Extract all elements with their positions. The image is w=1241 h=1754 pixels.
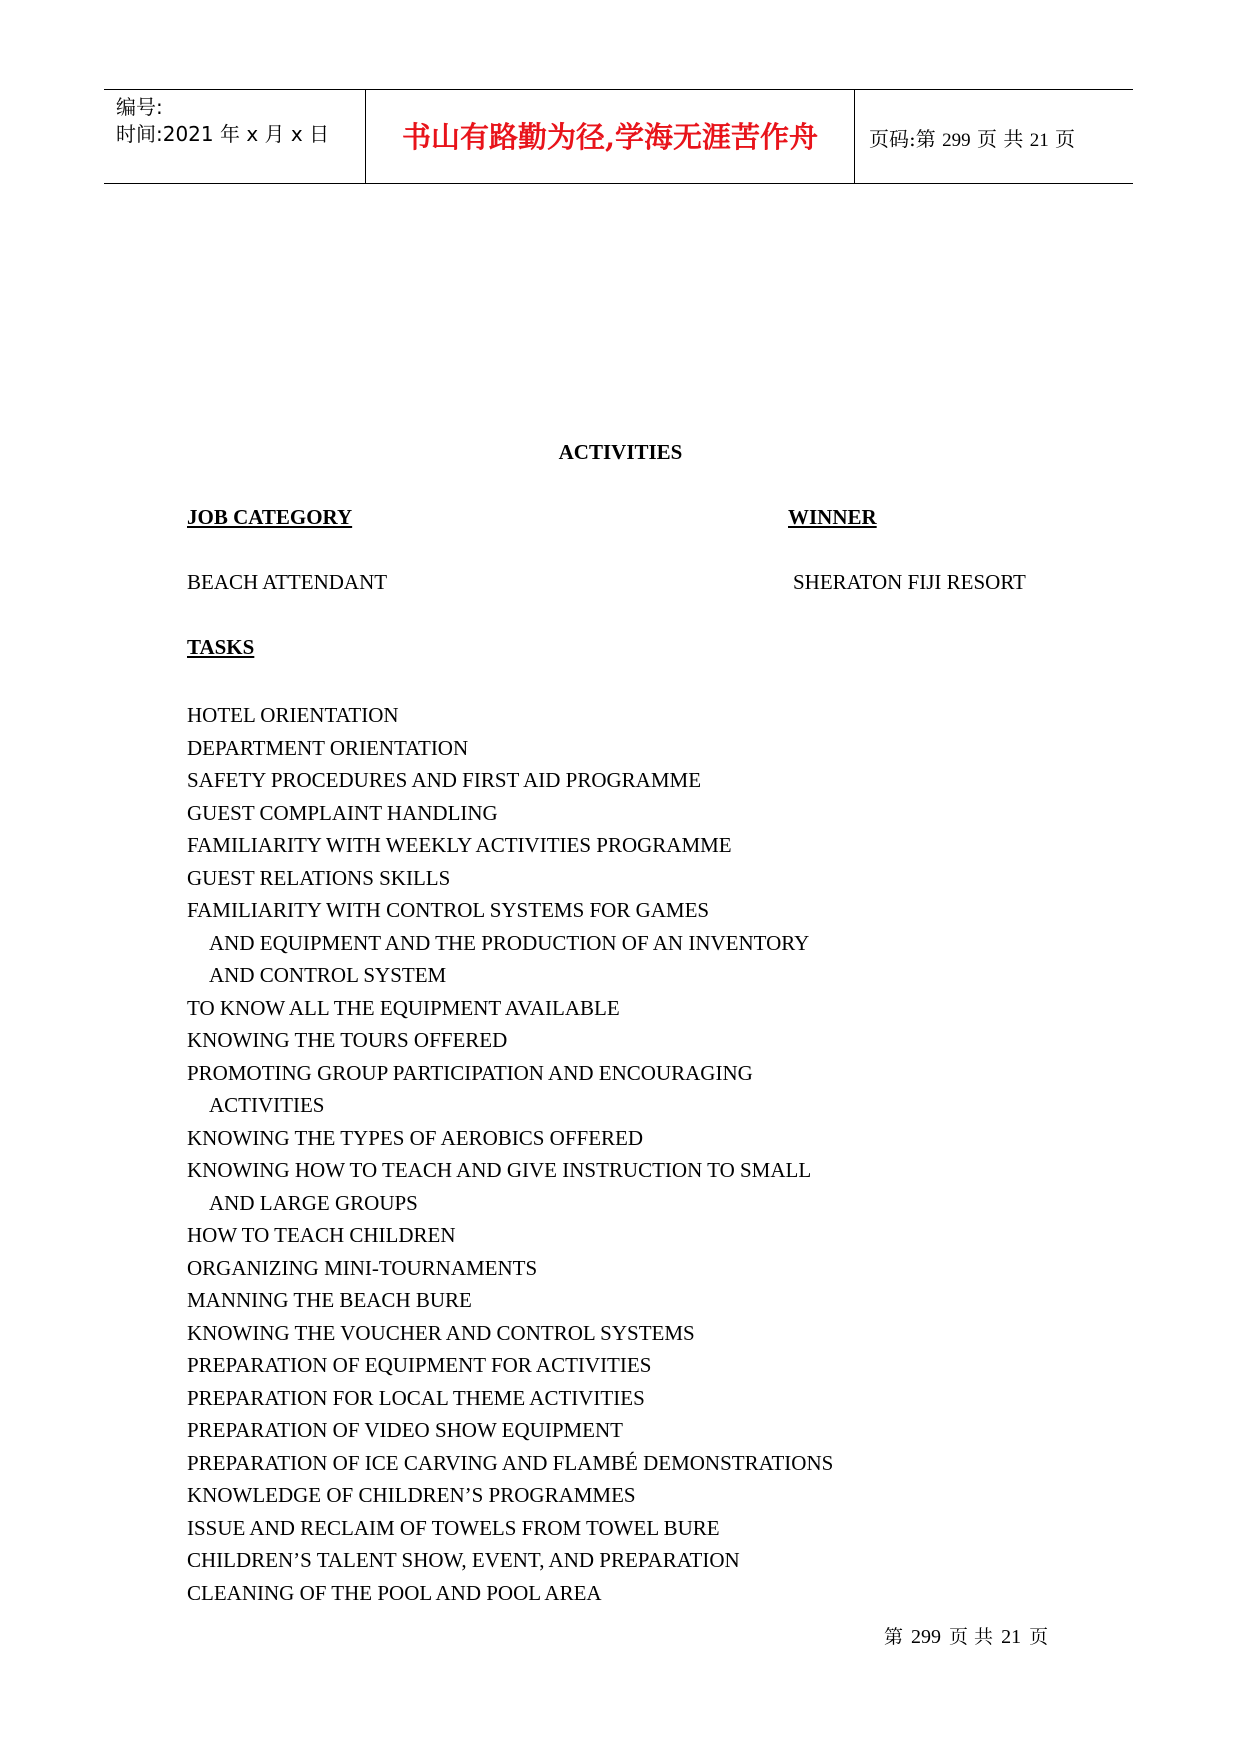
header-motto-cell <box>366 90 855 183</box>
task-item: CLEANING OF THE POOL AND POOL AREA <box>187 1580 602 1605</box>
task-item-continuation: AND CONTROL SYSTEM <box>209 963 447 987</box>
job-category-heading: JOB CATEGORY <box>187 505 353 529</box>
footer-suffix: 页 <box>1029 1626 1049 1648</box>
task-item: HOW TO TEACH CHILDREN <box>187 1223 456 1247</box>
task-item: CHILDREN’S TALENT SHOW, EVENT, AND PREPARATION <box>187 1548 740 1572</box>
header-page-number <box>869 123 1075 152</box>
task-item-continuation: AND EQUIPMENT AND THE PRODUCTION OF AN INVENTORY <box>209 930 810 955</box>
footer-page-current: 299 <box>911 1626 942 1648</box>
task-item: ISSUE AND RECLAIM OF TOWELS FROM TOWEL BURE <box>187 1515 720 1540</box>
task-item: PREPARATION OF EQUIPMENT FOR ACTIVITIES <box>187 1353 652 1377</box>
task-item: PROMOTING GROUP PARTICIPATION AND ENCOURAGING <box>187 1060 753 1085</box>
task-item: TO KNOW ALL THE EQUIPMENT AVAILABLE <box>187 995 620 1020</box>
task-item: HOTEL ORIENTATION <box>187 703 399 727</box>
document-title: ACTIVITIES <box>558 440 683 464</box>
page-header <box>104 89 1133 184</box>
winner-value: SHERATON FIJI RESORT <box>793 570 1026 594</box>
task-item: KNOWING THE VOUCHER AND CONTROL SYSTEMS <box>187 1320 695 1345</box>
tasks-heading: TASKS <box>187 635 255 659</box>
serial-label: 编号: <box>116 95 163 119</box>
page-mid: 页 共 <box>976 127 1024 151</box>
task-item: PREPARATION OF ICE CARVING AND FLAMBÉ DEMONSTRATIONS <box>187 1450 834 1475</box>
task-item: SAFETY PROCEDURES AND FIRST AID PROGRAMME <box>187 768 702 792</box>
footer-page-total: 21 <box>1001 1626 1022 1648</box>
page-total: 21 <box>1029 130 1049 151</box>
task-item: KNOWING THE TOURS OFFERED <box>187 1028 508 1052</box>
task-item: PREPARATION OF VIDEO SHOW EQUIPMENT <box>187 1418 623 1442</box>
header-info-cell <box>104 90 366 183</box>
task-item: KNOWING HOW TO TEACH AND GIVE INSTRUCTION TO SMALL <box>187 1158 812 1182</box>
task-item: PREPARATION FOR LOCAL THEME ACTIVITIES <box>187 1385 645 1410</box>
page-current: 299 <box>942 130 971 151</box>
task-item: FAMILIARITY WITH WEEKLY ACTIVITIES PROGRAMME <box>187 833 732 857</box>
task-item: MANNING THE BEACH BURE <box>187 1288 472 1312</box>
task-item: ORGANIZING MINI-TOURNAMENTS <box>187 1255 538 1280</box>
task-item-continuation: AND LARGE GROUPS <box>209 1190 418 1215</box>
job-category-value: BEACH ATTENDANT <box>187 570 388 594</box>
header-page-cell <box>855 90 1133 183</box>
footer-mid: 页 共 <box>949 1626 994 1648</box>
task-item-continuation: ACTIVITIES <box>209 1093 325 1117</box>
task-item: GUEST RELATIONS SKILLS <box>187 865 451 890</box>
task-item: KNOWLEDGE OF CHILDREN’S PROGRAMMES <box>187 1483 636 1507</box>
task-item: DEPARTMENT ORIENTATION <box>187 735 469 760</box>
task-item: GUEST COMPLAINT HANDLING <box>187 800 498 825</box>
task-list <box>187 699 833 1609</box>
page-prefix: 页码:第 <box>869 127 936 151</box>
page-suffix: 页 <box>1055 127 1076 151</box>
winner-heading: WINNER <box>788 505 877 529</box>
motto: 书山有路勤为径,学海无涯苦作舟 <box>401 120 819 154</box>
footer-prefix: 第 <box>884 1626 904 1648</box>
page-footer <box>884 1622 1048 1649</box>
task-item: KNOWING THE TYPES OF AEROBICS OFFERED <box>187 1125 644 1150</box>
task-item: FAMILIARITY WITH CONTROL SYSTEMS FOR GAMES <box>187 898 710 922</box>
date-line: 时间:2021 年 x 月 x 日 <box>116 122 330 146</box>
